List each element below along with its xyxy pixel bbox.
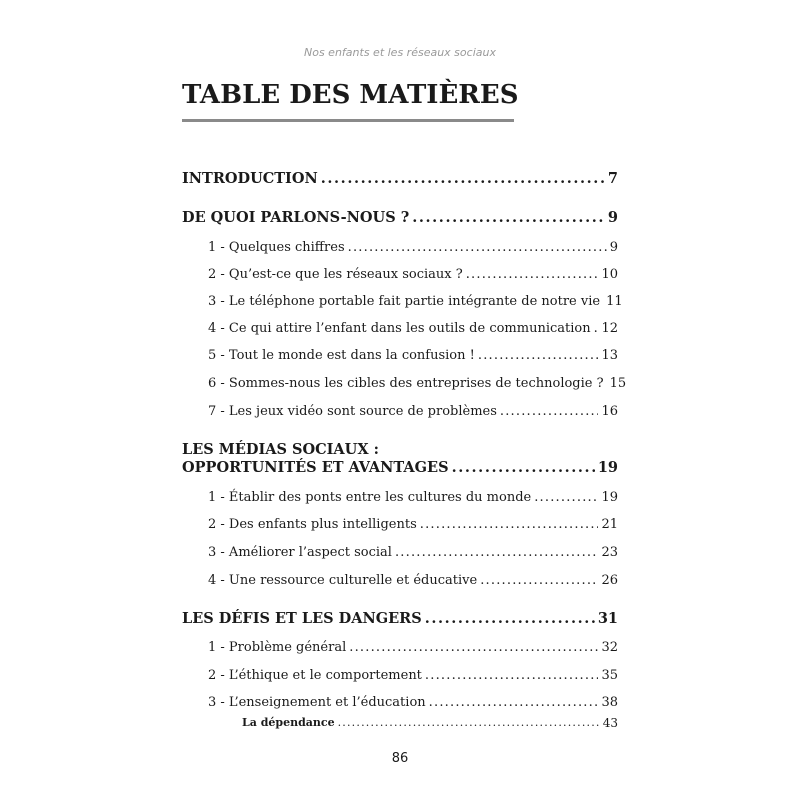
dot-leader (349, 640, 598, 656)
toc-entry-label: LES DÉFIS ET LES DANGERS (182, 610, 422, 627)
toc-entry-page: 10 (601, 267, 618, 282)
dot-leader (429, 695, 599, 711)
toc-section[interactable] (208, 490, 618, 506)
toc-entry-page: 21 (601, 517, 618, 532)
page-title: TABLE DES MATIÈRES (182, 80, 519, 110)
toc-section[interactable] (208, 294, 623, 310)
toc-entry-page: 16 (601, 404, 618, 419)
toc-chapter-medias-sociaux[interactable] (182, 459, 618, 477)
running-header: Nos enfants et les réseaux sociaux (304, 46, 496, 59)
title-rule (182, 119, 514, 122)
toc-section[interactable] (208, 240, 618, 256)
dot-leader (348, 240, 607, 256)
dot-leader (466, 267, 599, 283)
toc-entry-page: 9 (609, 240, 618, 255)
toc-entry-label: 1 - Problème général (208, 640, 347, 655)
toc-chapter-introduction[interactable] (182, 170, 618, 188)
toc-entry-page: 38 (601, 695, 618, 710)
toc-entry-page: 15 (609, 376, 627, 391)
toc-chapter-de-quoi-parlons-nous[interactable] (182, 209, 618, 227)
toc-section[interactable] (208, 321, 618, 337)
dot-leader (452, 459, 595, 477)
toc-entry-label: 3 - Le téléphone portable fait partie intégrante de notre vie (208, 294, 601, 309)
dot-leader (480, 573, 598, 589)
toc-entry-label: LES MÉDIAS SOCIAUX : (182, 441, 379, 458)
toc-section[interactable] (208, 376, 627, 392)
dot-leader (425, 610, 595, 628)
toc-section[interactable] (208, 573, 618, 589)
toc-entry-page: 7 (607, 170, 618, 187)
toc-section[interactable] (208, 267, 618, 283)
toc-entry-label: 6 - Sommes-nous les cibles des entreprises de technologie ? (208, 376, 604, 391)
toc-entry-label: INTRODUCTION (182, 170, 318, 187)
toc-entry-label: 1 - Établir des ponts entre les cultures du monde (208, 490, 532, 505)
toc-entry-page: 31 (597, 610, 618, 627)
toc-entry-page: 9 (607, 209, 618, 226)
dot-leader (321, 170, 605, 188)
dot-leader (338, 716, 600, 730)
toc-entry-label: 5 - Tout le monde est dans la confusion ! (208, 348, 475, 363)
toc-section[interactable] (208, 517, 618, 533)
toc-chapter-defis-et-dangers[interactable] (182, 610, 618, 628)
toc-section[interactable] (208, 640, 618, 656)
toc-entry-page: 12 (601, 321, 618, 336)
toc-entry-page: 11 (606, 294, 623, 309)
dot-leader (500, 404, 599, 420)
toc-entry-label: 2 - Des enfants plus intelligents (208, 517, 417, 532)
toc-entry-label: DE QUOI PARLONS-NOUS ? (182, 209, 410, 226)
dot-leader (425, 668, 599, 684)
toc-chapter-medias-sociaux-line1[interactable] (182, 441, 618, 459)
toc-subsection[interactable] (242, 716, 618, 730)
toc-entry-label: 1 - Quelques chiffres (208, 240, 345, 255)
dot-leader (478, 348, 599, 364)
toc-entry-label: 4 - Ce qui attire l’enfant dans les outils de communication (208, 321, 591, 336)
toc-entry-label: 2 - L’éthique et le comportement (208, 668, 422, 683)
dot-leader (420, 517, 599, 533)
toc-entry-label: OPPORTUNITÉS ET AVANTAGES (182, 459, 449, 476)
toc-entry-page: 23 (601, 545, 618, 560)
toc-section[interactable] (208, 668, 618, 684)
toc-entry-label: 2 - Qu’est-ce que les réseaux sociaux ? (208, 267, 463, 282)
toc-entry-label: 3 - L’enseignement et l’éducation (208, 695, 426, 710)
dot-leader (412, 209, 605, 227)
toc-entry-page: 26 (601, 573, 618, 588)
toc-entry-page: 43 (602, 716, 618, 730)
toc-section[interactable] (208, 348, 618, 364)
toc-entry-page: 32 (601, 640, 618, 655)
toc-entry-page: 35 (601, 668, 618, 683)
toc-section[interactable] (208, 695, 618, 711)
toc-entry-label: 3 - Améliorer l’aspect social (208, 545, 392, 560)
dot-leader (395, 545, 599, 561)
dot-leader (534, 490, 598, 506)
toc-entry-page: 19 (597, 459, 618, 476)
toc-entry-label: 4 - Une ressource culturelle et éducative (208, 573, 478, 588)
page-number: 86 (391, 751, 409, 766)
toc-entry-page: 13 (601, 348, 618, 363)
dot-leader (594, 321, 599, 337)
toc-entry-label: La dépendance (242, 716, 335, 729)
toc-entry-label: 7 - Les jeux vidéo sont source de problèmes (208, 404, 497, 419)
toc-section[interactable] (208, 404, 618, 420)
toc-entry-page: 19 (601, 490, 618, 505)
toc-section[interactable] (208, 545, 618, 561)
